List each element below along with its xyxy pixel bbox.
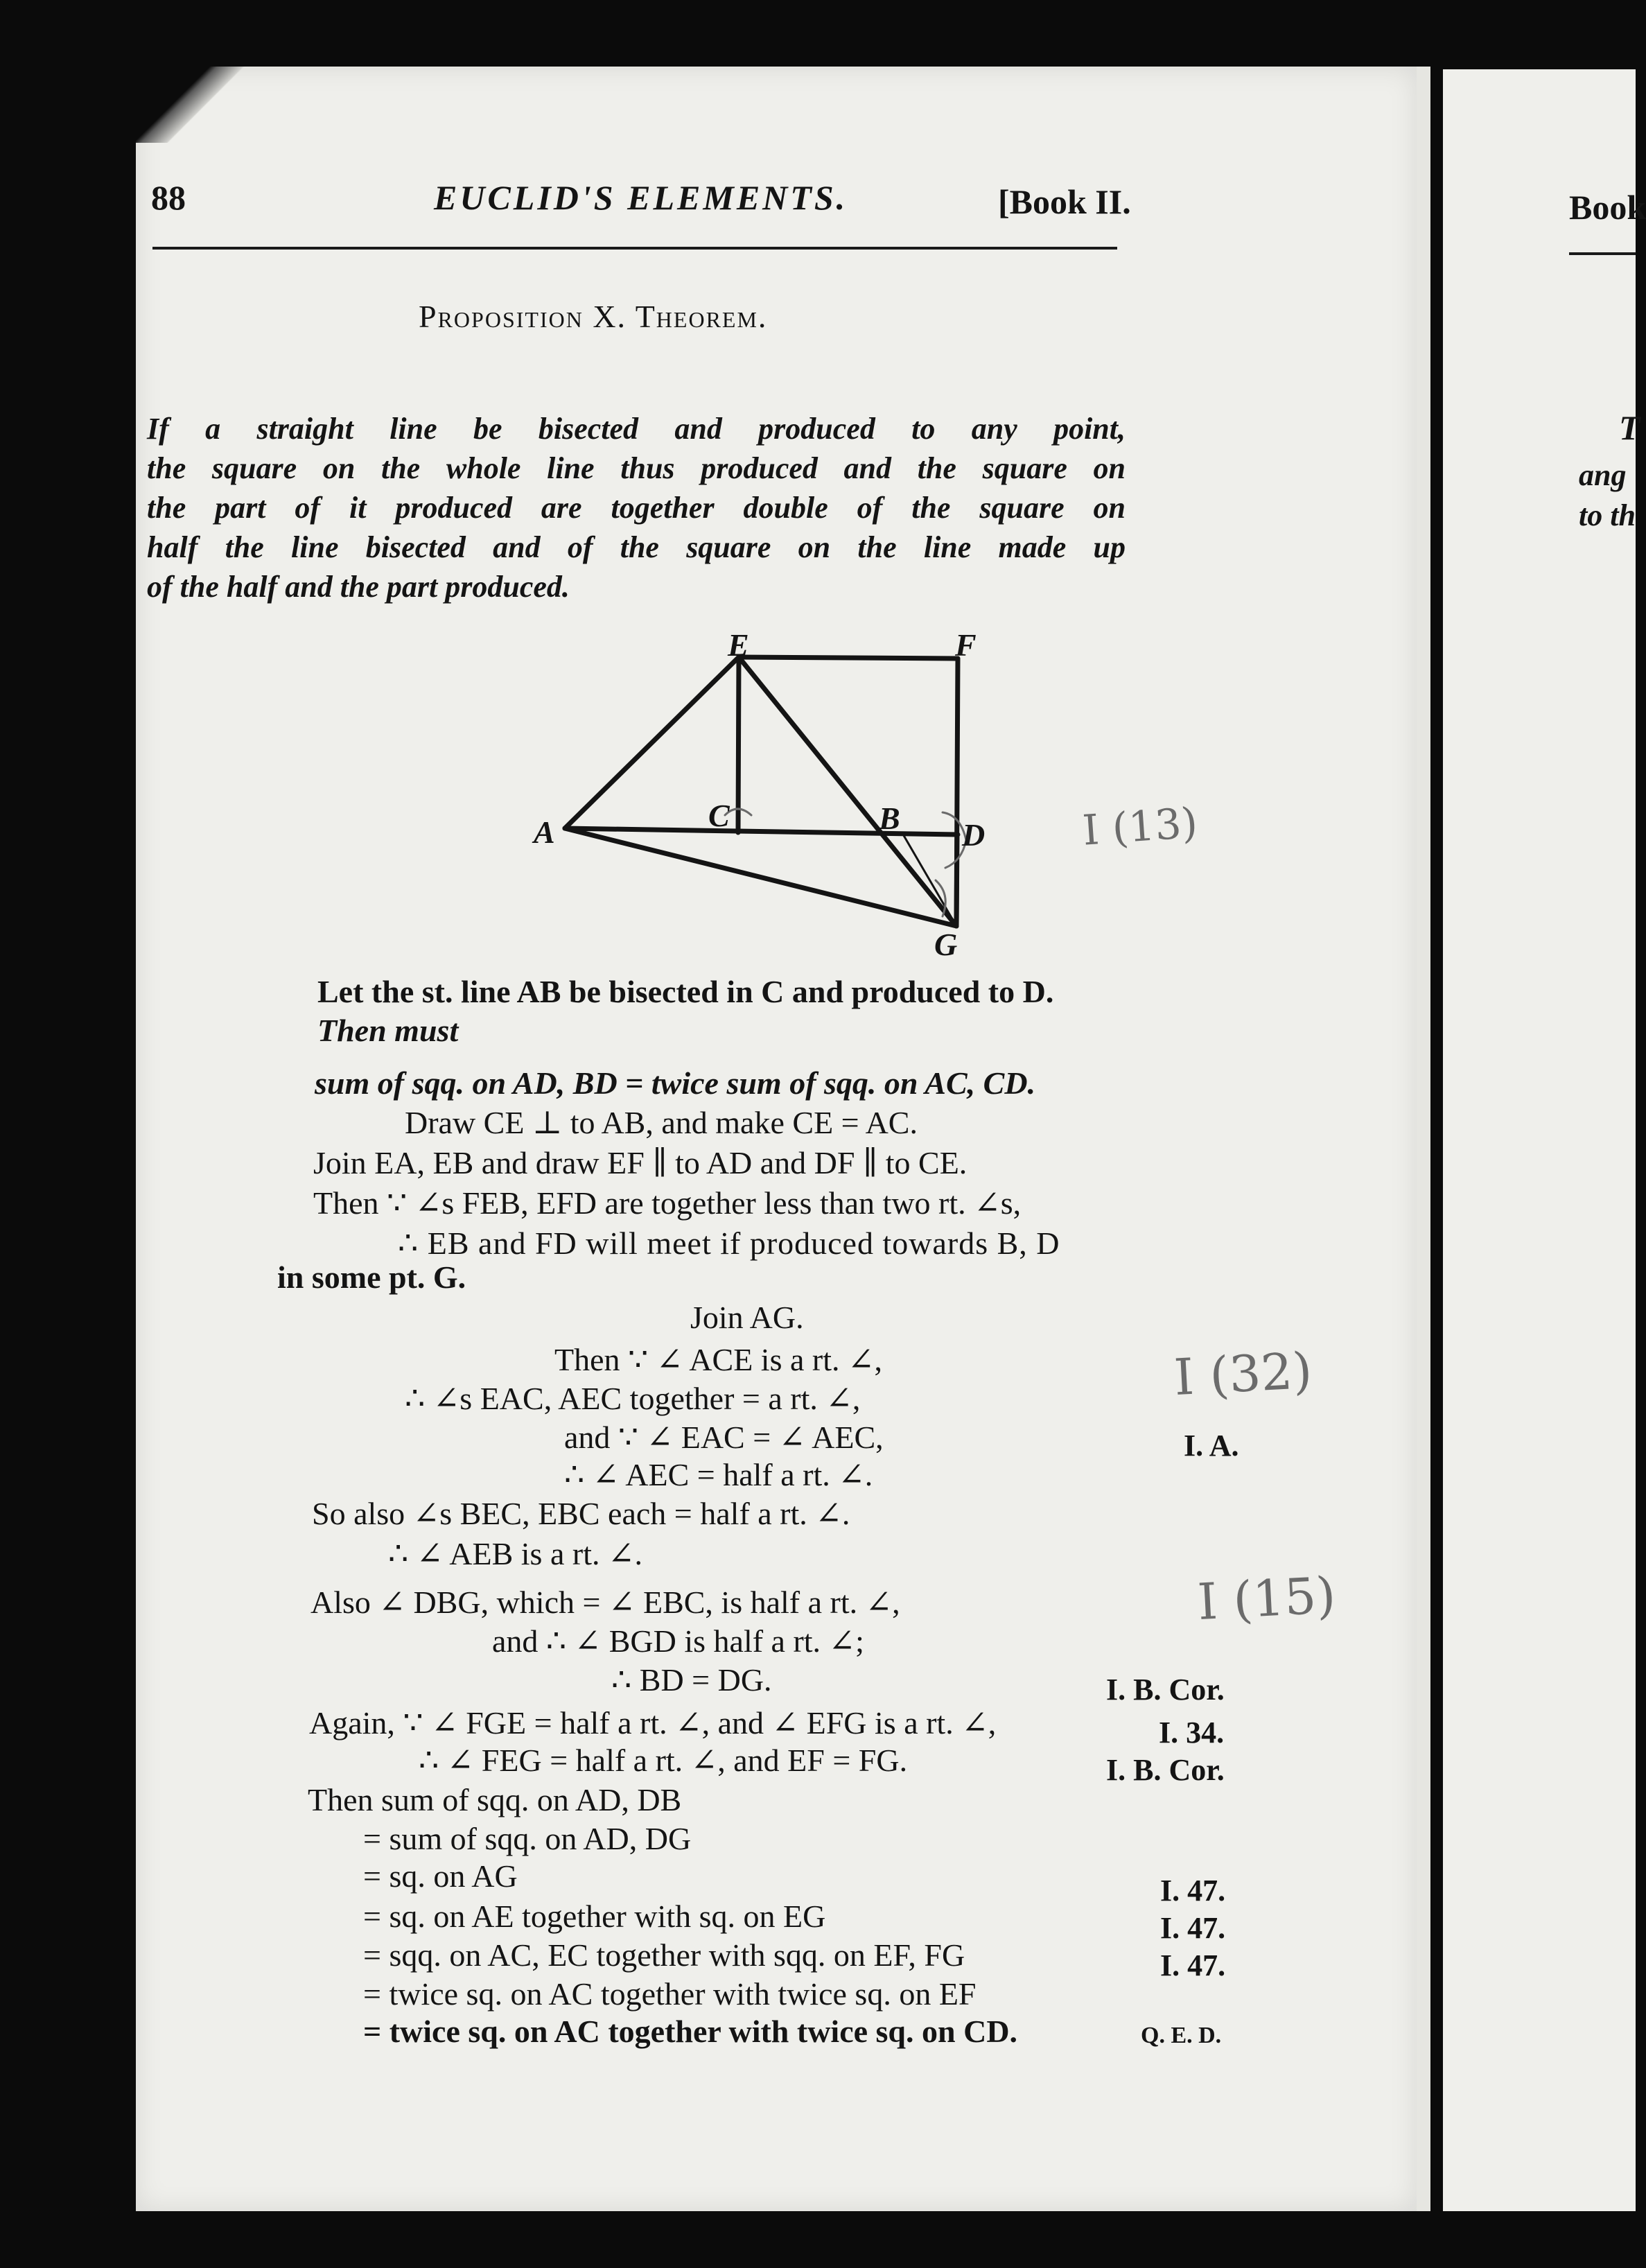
proof-line: = sqq. on AC, EC together with sqq. on EF, FG (363, 1937, 965, 1973)
pencil-note: I (15) (1196, 1565, 1338, 1632)
reference: I. A. (1184, 1429, 1239, 1463)
reference: I. 47. (1160, 1948, 1226, 1982)
proof-line: Then must (317, 1013, 459, 1048)
right-page-header: Book (1569, 188, 1646, 227)
proof-line: Join EA, EB and draw EF ∥ to AD and DF ∥ to CE. (313, 1145, 968, 1180)
proof-line: Join AG. (690, 1300, 804, 1335)
reference: I. B. Cor. (1106, 1753, 1225, 1787)
page-corner-fold (136, 67, 254, 143)
reference: I. B. Cor. (1106, 1673, 1225, 1707)
line-CE (738, 657, 739, 832)
reference: I. 47. (1160, 1911, 1226, 1945)
proof-line: Then ∵ ∠ ACE is a rt. ∠, (554, 1342, 883, 1377)
label-G: G (934, 927, 958, 962)
label-D: D (962, 817, 986, 853)
geometry-diagram (388, 555, 1012, 984)
proof-line: = sq. on AE together with sq. on EG (363, 1899, 826, 1934)
enunciation-line: half the line bisected and of the square on the line made up (147, 530, 1126, 564)
proof-line: Draw CE ⊥ to AB, and make CE = AC. (405, 1105, 918, 1140)
proof-line: So also ∠s BEC, EBC each = half a rt. ∠. (312, 1496, 850, 1531)
label-F: F (955, 627, 977, 663)
right-page-text: ang (1579, 458, 1627, 492)
line-EG (739, 657, 956, 926)
label-A: A (534, 814, 555, 850)
proposition-title: Proposition X. Theorem. (419, 299, 768, 334)
header-rule (152, 247, 1117, 250)
proof-line: = twice sq. on AC together with twice sq. on EF (363, 1976, 977, 2012)
enunciation-line: If a straight line be bisected and produced to any point, (147, 412, 1126, 446)
proof-line: and ∵ ∠ EAC = ∠ AEC, (564, 1420, 884, 1455)
proof-line: and ∴ ∠ BGD is half a rt. ∠; (492, 1623, 864, 1659)
pencil-note: I (13) (1080, 799, 1200, 855)
proof-line: Also ∠ DBG, which = ∠ EBC, is half a rt. ∠, (310, 1585, 900, 1620)
book-label: [Book II. (998, 182, 1131, 221)
proof-line: = sq. on AG (363, 1858, 518, 1894)
proof-line: ∴ BD = DG. (611, 1662, 772, 1698)
page-gutter (1417, 67, 1430, 2211)
line-DG (956, 835, 957, 926)
running-title: EUCLID'S ELEMENTS. (434, 178, 848, 217)
proof-line: Then ∵ ∠s FEB, EFD are together less than two rt. ∠s, (313, 1185, 1022, 1221)
proof-line: = sum of sqq. on AD, DG (363, 1821, 692, 1856)
enunciation-line: the square on the whole line thus produced and the square on (147, 451, 1126, 485)
label-C: C (708, 798, 730, 833)
label-E: E (728, 627, 749, 663)
enunciation-line: of the half and the part produced. (147, 570, 570, 604)
line-EF (739, 657, 958, 658)
qed-mark: Q. E. D. (1141, 2023, 1222, 2048)
right-page-text: to th (1579, 498, 1636, 532)
proof-line: ∴ ∠ AEB is a rt. ∠. (388, 1536, 643, 1571)
proof-line: in some pt. G. (277, 1259, 466, 1295)
proof-line: ∴ ∠s EAC, AEC together = a rt. ∠, (405, 1381, 861, 1416)
right-page (1443, 69, 1646, 2211)
proof-line: ∴ EB and FD will meet if produced towards B, D (398, 1225, 1060, 1261)
right-page-text: T (1619, 408, 1640, 447)
right-header-rule (1569, 252, 1636, 255)
line-AG (565, 828, 956, 926)
proof-line: ∴ ∠ AEC = half a rt. ∠. (564, 1457, 873, 1492)
proof-line: Again, ∵ ∠ FGE = half a rt. ∠, and ∠ EFG is a rt. ∠, (309, 1705, 997, 1741)
page-number: 88 (151, 178, 186, 217)
pencil-note: I (32) (1172, 1341, 1314, 1407)
label-B: B (879, 801, 900, 836)
proof-line: = twice sq. on AC together with twice sq. on CD. (363, 2014, 1018, 2049)
proof-line: Let the st. line AB be bisected in C and produced to D. (317, 974, 1054, 1009)
reference: I. 47. (1160, 1874, 1226, 1908)
reference: I. 34. (1159, 1716, 1225, 1750)
enunciation-line: the part of it produced are together double of the square on (147, 491, 1126, 525)
proof-line: ∴ ∠ FEG = half a rt. ∠, and EF = FG. (419, 1743, 908, 1778)
proof-line: sum of sqq. on AD, BD = twice sum of sqq. on AC, CD. (315, 1065, 1036, 1101)
proof-line: Then sum of sqq. on AD, DB (308, 1782, 682, 1817)
